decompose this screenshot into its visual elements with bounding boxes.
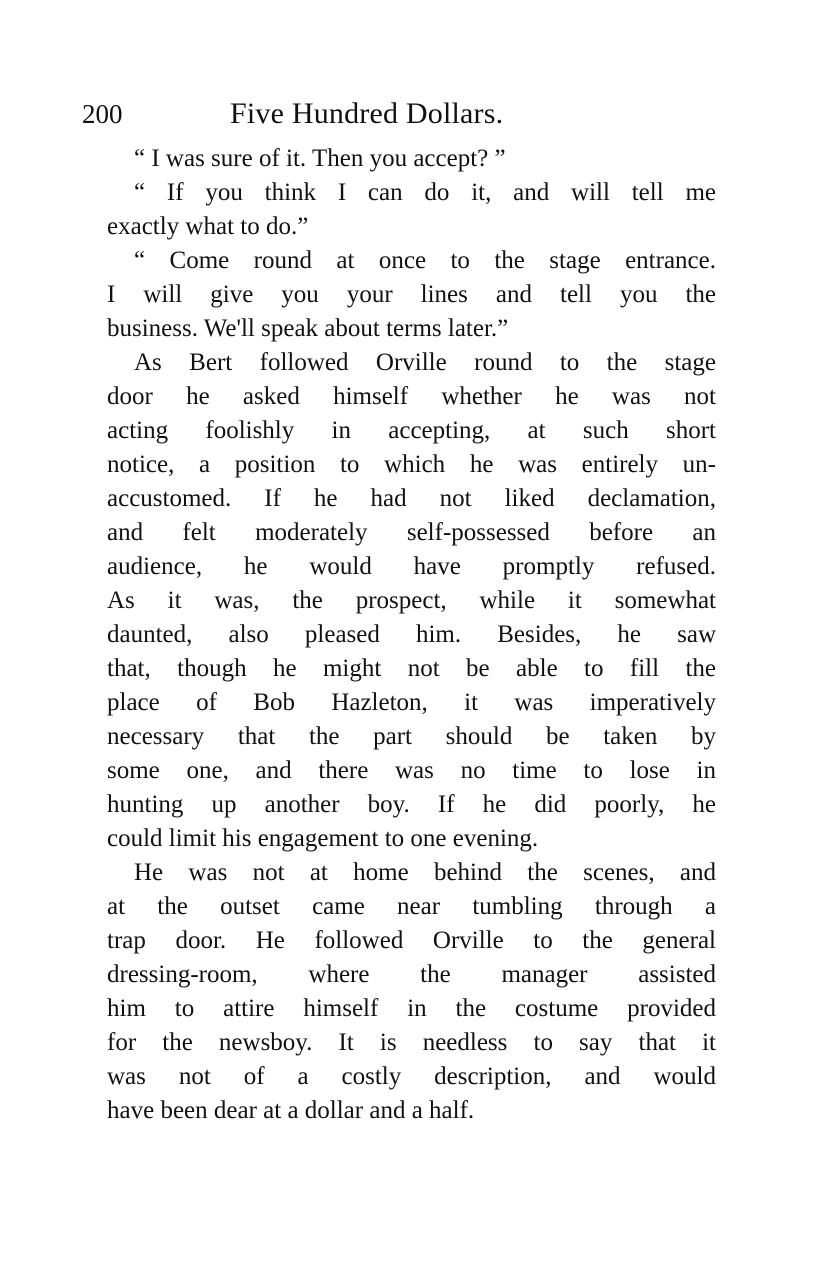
page-header [80,92,716,136]
text-line: daunted, also pleased him. Besides, he saw [107,621,716,648]
paragraph [80,856,716,1128]
text-line: was not of a costly description, and would [107,1063,716,1090]
text-line: As it was, the prospect, while it somewhat [107,587,716,614]
text-line: “ If you think I can do it, and will tell me [134,179,716,206]
text-line: place of Bob Hazleton, it was imperatively [107,689,716,716]
paragraph [80,142,716,176]
text-line: door he asked himself whether he was not [107,383,716,410]
text-line: “ I was sure of it. Then you accept? ” [134,145,506,172]
book-page [80,92,716,1128]
text-line: necessary that the part should be taken by [107,723,716,750]
text-line: dressing-room, where the manager assisted [107,961,716,988]
paragraph [80,346,716,856]
text-line: As Bert followed Orville round to the stage [134,349,716,376]
text-line: him to attire himself in the costume provided [107,995,716,1022]
text-line: could limit his engagement to one evening. [107,825,539,852]
text-line: accustomed. If he had not liked declamation, [107,485,716,512]
text-line: have been dear at a dollar and a half. [107,1097,475,1124]
text-line: for the newsboy. It is needless to say that it [107,1029,716,1056]
text-line: notice, a position to which he was entirely un- [107,451,716,478]
body-text [80,142,716,1128]
text-line: He was not at home behind the scenes, and [134,859,716,886]
text-line: business. We'll speak about terms later.” [107,315,509,342]
text-line: hunting up another boy. If he did poorly, he [107,791,716,818]
text-line: trap door. He followed Orville to the general [107,927,716,954]
paragraph [80,176,716,244]
text-line: audience, he would have promptly refused. [107,553,716,580]
text-line: at the outset came near tumbling through a [107,893,716,920]
text-line: exactly what to do.” [107,213,309,240]
text-line: some one, and there was no time to lose in [107,757,716,784]
text-line: acting foolishly in accepting, at such short [107,417,716,444]
running-title: Five Hundred Dollars. [230,97,504,130]
page-number: 200 [82,99,123,129]
paragraph [80,244,716,346]
text-line: I will give you your lines and tell you the [107,281,716,308]
text-line: “ Come round at once to the stage entrance. [134,247,716,274]
text-line: that, though he might not be able to fill the [107,655,716,682]
text-line: and felt moderately self-possessed before an [107,519,716,546]
